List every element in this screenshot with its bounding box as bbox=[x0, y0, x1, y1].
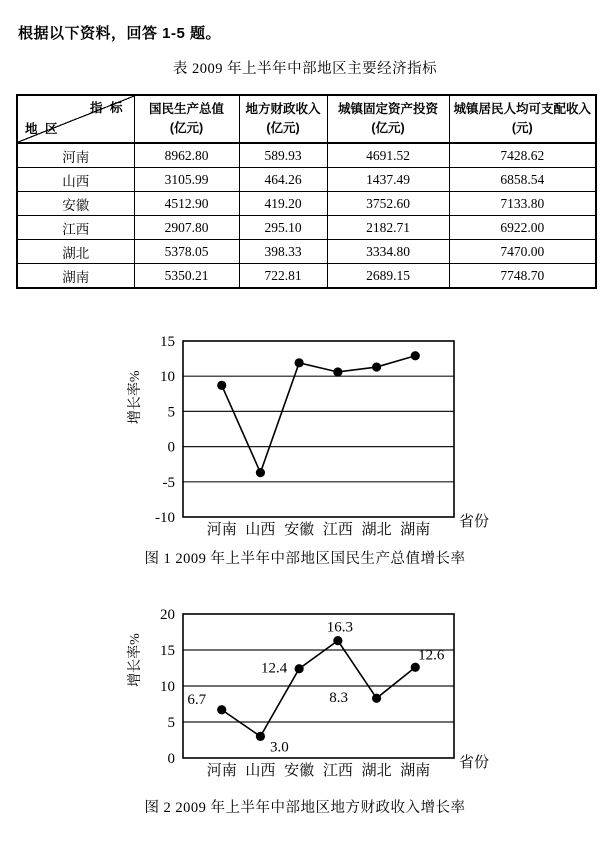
value-cell: 398.33 bbox=[239, 240, 327, 264]
value-cell: 1437.49 bbox=[327, 168, 449, 192]
column-header: 城镇固定资产投资 (亿元) bbox=[327, 95, 449, 143]
value-cell: 5350.21 bbox=[134, 264, 239, 289]
x-category-label: 安徽 bbox=[284, 522, 315, 538]
value-label: 6.7 bbox=[187, 691, 207, 708]
region-cell: 江西 bbox=[17, 216, 134, 240]
fiscal-revenue-growth-line-chart bbox=[123, 606, 495, 784]
x-category-label: 湖北 bbox=[361, 522, 392, 538]
x-category-label: 湖南 bbox=[400, 522, 431, 538]
x-category-label: 江西 bbox=[322, 522, 353, 538]
value-cell: 589.93 bbox=[239, 143, 327, 168]
data-point bbox=[295, 664, 304, 673]
region-cell: 山西 bbox=[17, 168, 134, 192]
value-cell: 464.26 bbox=[239, 168, 327, 192]
table-row bbox=[17, 264, 596, 289]
data-point bbox=[333, 636, 342, 645]
y-tick-label: 0 bbox=[167, 751, 175, 767]
column-header: 地方财政收入 (亿元) bbox=[239, 95, 327, 143]
value-cell: 722.81 bbox=[239, 264, 327, 289]
header-row bbox=[17, 95, 596, 143]
y-tick-label: 15 bbox=[160, 643, 175, 659]
data-point bbox=[295, 358, 304, 367]
y-tick-label: -5 bbox=[162, 474, 175, 491]
value-label: 3.0 bbox=[270, 739, 289, 756]
value-cell: 6922.00 bbox=[449, 216, 596, 240]
data-point bbox=[256, 468, 265, 477]
chart-gdp-growth bbox=[0, 333, 610, 568]
table-row bbox=[17, 216, 596, 240]
x-category-label: 湖南 bbox=[400, 763, 431, 779]
data-point bbox=[333, 367, 342, 376]
data-point bbox=[217, 705, 226, 714]
value-label: 8.3 bbox=[329, 690, 348, 707]
data-point bbox=[372, 694, 381, 703]
data-line bbox=[222, 356, 416, 473]
value-cell: 7133.80 bbox=[449, 192, 596, 216]
x-category-label: 安徽 bbox=[284, 763, 315, 779]
economic-indicators-table bbox=[16, 94, 597, 289]
value-cell: 419.20 bbox=[239, 192, 327, 216]
region-cell: 安徽 bbox=[17, 192, 134, 216]
column-header: 国民生产总值 (亿元) bbox=[134, 95, 239, 143]
column-header: 城镇居民人均可支配收入 (元) bbox=[449, 95, 596, 143]
chart-fiscal-growth bbox=[0, 606, 610, 817]
y-tick-label: 0 bbox=[167, 439, 175, 456]
x-category-label: 河南 bbox=[206, 522, 237, 538]
value-cell: 3752.60 bbox=[327, 192, 449, 216]
corner-label-region: 地 区 bbox=[25, 121, 60, 136]
value-cell: 7470.00 bbox=[449, 240, 596, 264]
table-row bbox=[17, 240, 596, 264]
region-cell: 河南 bbox=[17, 143, 134, 168]
figure-2-caption: 图 2 2009 年上半年中部地区地方财政收入增长率 bbox=[144, 800, 466, 816]
gdp-growth-line-chart bbox=[123, 333, 495, 543]
value-cell: 2689.15 bbox=[327, 264, 449, 289]
y-tick-label: 10 bbox=[160, 679, 175, 695]
value-cell: 4512.90 bbox=[134, 192, 239, 216]
table-title: 表 2009 年上半年中部地区主要经济指标 bbox=[172, 61, 438, 77]
data-point bbox=[411, 351, 420, 360]
x-category-label: 山西 bbox=[245, 763, 276, 779]
figure-1-caption: 图 1 2009 年上半年中部地区国民生产总值增长率 bbox=[144, 551, 466, 567]
y-axis-label: 增长率% bbox=[128, 633, 143, 687]
value-cell: 5378.05 bbox=[134, 240, 239, 264]
table-row bbox=[17, 168, 596, 192]
value-cell: 7748.70 bbox=[449, 264, 596, 289]
value-cell: 7428.62 bbox=[449, 143, 596, 168]
y-tick-label: 20 bbox=[160, 607, 175, 623]
data-point bbox=[256, 732, 265, 741]
y-tick-label: 10 bbox=[160, 369, 175, 386]
x-axis-label: 省份 bbox=[459, 514, 490, 530]
value-cell: 295.10 bbox=[239, 216, 327, 240]
value-cell: 2907.80 bbox=[134, 216, 239, 240]
y-tick-label: -10 bbox=[155, 510, 175, 526]
y-tick-label: 5 bbox=[167, 715, 175, 731]
y-axis-label: 增长率% bbox=[128, 370, 143, 425]
x-category-label: 湖北 bbox=[361, 763, 392, 779]
data-point bbox=[372, 362, 381, 371]
corner-cell bbox=[17, 95, 134, 143]
x-axis-label: 省份 bbox=[459, 755, 490, 771]
table-row bbox=[17, 192, 596, 216]
value-cell: 8962.80 bbox=[134, 143, 239, 168]
value-cell: 3105.99 bbox=[134, 168, 239, 192]
data-point bbox=[411, 663, 420, 672]
x-category-label: 河南 bbox=[206, 763, 237, 779]
x-category-label: 山西 bbox=[245, 522, 276, 538]
value-label: 12.6 bbox=[418, 647, 445, 664]
value-cell: 6858.54 bbox=[449, 168, 596, 192]
y-tick-label: 5 bbox=[167, 404, 175, 421]
region-cell: 湖南 bbox=[17, 264, 134, 289]
value-label: 16.3 bbox=[326, 619, 353, 636]
y-tick-label: 15 bbox=[160, 334, 175, 350]
corner-label-indicator: 指 标 bbox=[90, 101, 125, 115]
x-category-label: 江西 bbox=[322, 763, 353, 779]
data-point bbox=[217, 381, 226, 390]
value-cell: 3334.80 bbox=[327, 240, 449, 264]
region-cell: 湖北 bbox=[17, 240, 134, 264]
value-cell: 4691.52 bbox=[327, 143, 449, 168]
value-cell: 2182.71 bbox=[327, 216, 449, 240]
value-label: 12.4 bbox=[261, 660, 288, 677]
intro-text: 根据以下资料，回答 1-5 题。 bbox=[18, 25, 222, 42]
table-row bbox=[17, 143, 596, 168]
